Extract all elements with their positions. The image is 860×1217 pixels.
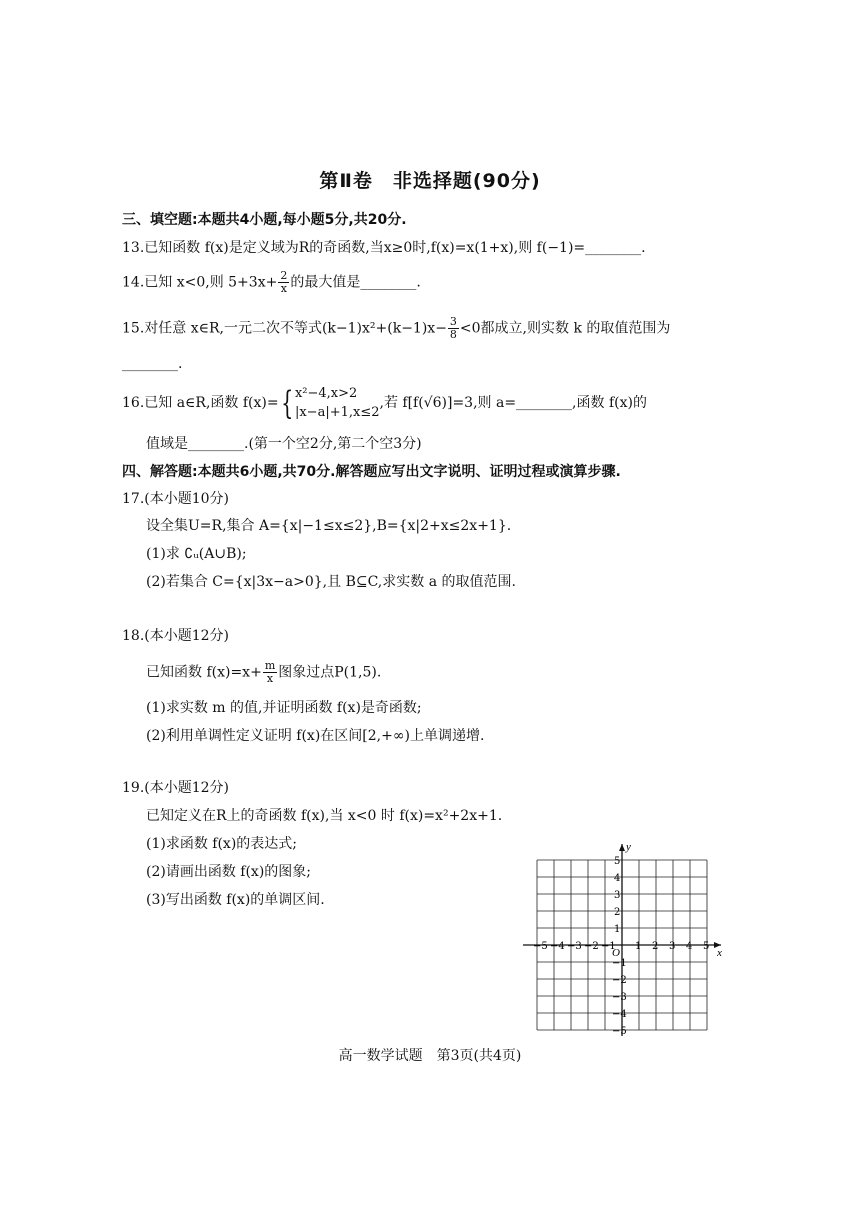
q19-part-1: (1)求函数 f(x)的表达式; — [146, 836, 297, 852]
q17-head: 17.(本小题10分) — [122, 491, 230, 507]
q14-text-pre: 14.已知 x<0,则 5+3x+ — [122, 274, 278, 291]
question-15 — [122, 316, 670, 341]
question-13: 13.已知函数 f(x)是定义域为R的奇函数,当x≥0时,f(x)=x(1+x),则 f(−1)=________. — [122, 240, 646, 256]
q19-part-3: (3)写出函数 f(x)的单调区间. — [146, 892, 325, 908]
q15-text-pre: 15.对任意 x∈R,一元二次不等式(k−1)x²+(k−1)x− — [122, 320, 447, 337]
section-title: 第Ⅱ卷 非选择题(90分) — [319, 170, 541, 192]
q18-part-1: (1)求实数 m 的值,并证明函数 f(x)是奇函数; — [146, 700, 422, 716]
y-tick-label: 4 — [614, 873, 621, 884]
q19-part-2: (2)请画出函数 f(x)的图象; — [146, 864, 311, 880]
q18-stem-post: 图象过点P(1,5). — [278, 664, 382, 681]
x-tick-label: −4 — [550, 941, 565, 952]
x-tick-label: 1 — [635, 941, 642, 952]
y-tick-label: −4 — [612, 1009, 627, 1020]
question-16 — [122, 384, 647, 422]
q18-part-2: (2)利用单调性定义证明 f(x)在区间[2,+∞)上单调递增. — [146, 728, 485, 744]
q16-text-pre: 16.已知 a∈R,函数 f(x)= — [122, 395, 279, 411]
y-tick-label: 2 — [614, 907, 621, 918]
q19-stem: 已知定义在R上的奇函数 f(x),当 x<0 时 f(x)=x²+2x+1. — [146, 808, 503, 824]
q16-case-2: |x−a|+1,x≤2 — [294, 405, 380, 420]
y-tick-label: 3 — [614, 890, 621, 901]
y-tick-label: −1 — [612, 958, 627, 969]
q15-frac-den: 8 — [449, 328, 457, 341]
x-tick-label: 3 — [669, 941, 676, 952]
y-tick-label: −5 — [612, 1026, 627, 1037]
q18-frac-den: x — [266, 672, 274, 685]
q18-frac-num: m — [264, 659, 276, 672]
q19-head: 19.(本小题12分) — [122, 780, 230, 796]
q16-text-post: ,若 f[f(√6)]=3,则 a=________,函数 f(x)的 — [379, 395, 647, 411]
coordinate-grid — [518, 840, 732, 1040]
q17-stem: 设全集U=R,集合 A={x|−1≤x≤2},B={x|2+x≤2x+1}. — [146, 518, 512, 534]
question-14 — [122, 270, 421, 295]
x-tick-label: −1 — [601, 941, 616, 952]
part3-header: 三、填空题:本题共4小题,每小题5分,共20分. — [122, 212, 407, 228]
y-axis-arrow — [619, 844, 625, 851]
q14-fraction — [278, 270, 289, 295]
y-tick-label: 5 — [614, 856, 621, 867]
q18-head: 18.(本小题12分) — [122, 628, 230, 644]
y-tick-label: −2 — [612, 975, 627, 986]
q15-frac-num: 3 — [449, 315, 457, 328]
q14-frac-den: x — [280, 282, 287, 295]
x-tick-label: 5 — [703, 941, 710, 952]
x-tick-label: −3 — [567, 941, 582, 952]
q18-stem-pre: 已知函数 f(x)=x+ — [146, 664, 262, 681]
q17-part-1: (1)求 ∁ᵤ(A∪B); — [146, 546, 247, 562]
left-brace: { — [280, 384, 293, 422]
y-tick-label: 1 — [614, 924, 621, 935]
y-tick-label: −3 — [612, 992, 627, 1003]
x-tick-label: 4 — [686, 941, 693, 952]
y-axis-label: y — [626, 841, 631, 853]
q15-blank-line: ________. — [122, 356, 183, 372]
origin-label: O — [612, 947, 620, 959]
q17-part-2: (2)若集合 C={x|3x−a>0},且 B⊆C,求实数 a 的取值范围. — [146, 574, 516, 590]
x-tick-label: −2 — [584, 941, 599, 952]
q16-case-1: x²−4,x>2 — [294, 386, 358, 401]
page-footer: 高一数学试题 第3页(共4页) — [338, 1048, 522, 1064]
q18-fraction — [263, 660, 277, 685]
q16-line-2: 值域是________.(第一个空2分,第二个空3分) — [146, 436, 422, 452]
x-axis-label: x — [717, 947, 722, 959]
x-tick-label: 2 — [652, 941, 659, 952]
x-tick-label: −5 — [533, 941, 548, 952]
q14-frac-num: 2 — [280, 269, 288, 282]
q15-text-post: <0都成立,则实数 k 的取值范围为 — [459, 320, 671, 337]
q18-stem — [146, 660, 381, 685]
q16-piecewise — [295, 384, 380, 422]
q15-fraction — [448, 316, 459, 341]
q14-text-post: 的最大值是________. — [290, 274, 421, 291]
part4-header: 四、解答题:本题共6小题,共70分.解答题应写出文字说明、证明过程或演算步骤. — [122, 464, 621, 480]
